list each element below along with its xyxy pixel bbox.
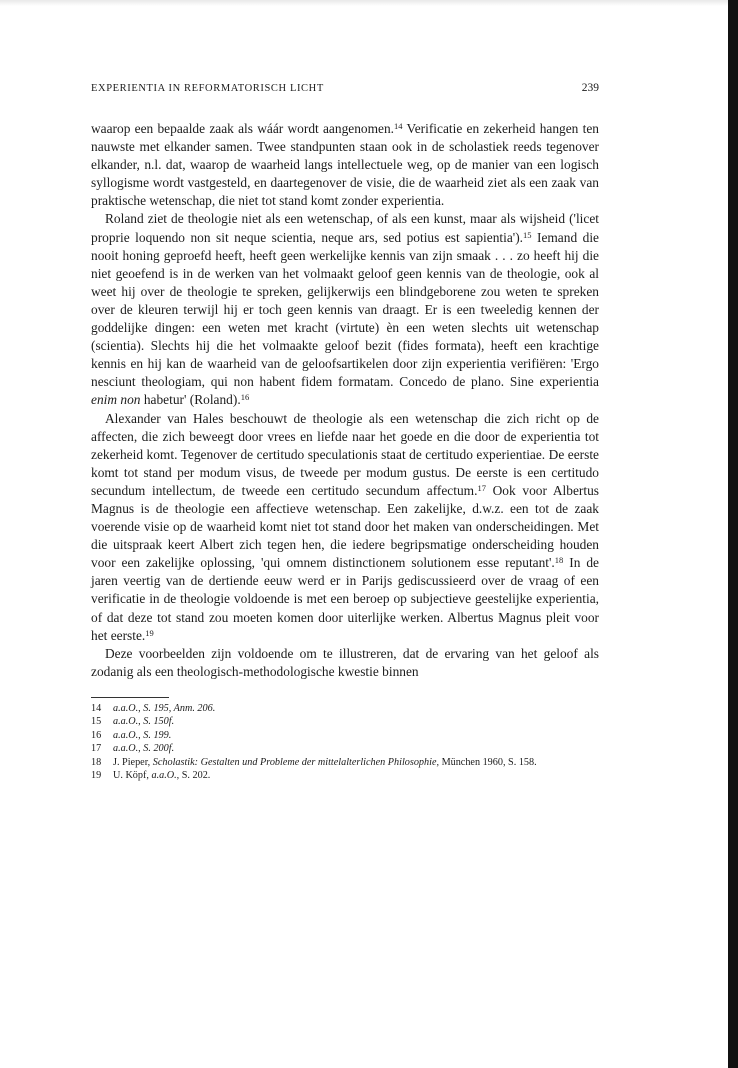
page [91,82,599,782]
paragraph-1: waarop een bepaalde zaak als wáár wordt aangenomen.$^{14}$ Verificatie en zekerheid hangen ten nauwste met elkander samen. Twee standpunten staan ook in de scholastiek reeds tegenover elkander, n.l. dat, waarop de waarheid langs intellectuele weg, op de manier van een logisch syllogisme wordt vastgesteld, en daartegenover de visie, die de waarheid ziet als een zaak van praktische wetenschap, die niet tot stand komt zonder experientia. [91,121,599,209]
footnote-ref-16[interactable]: 16 [240,392,250,403]
paragraph-2: Roland ziet de theologie niet als een wetenschap, of als een kunst, maar als wijsheid ('licet proprie loquendo non sit neque scientia, neque ars, sed potius est sapientia').$^{15}$ Iemand die nooit honing geproefd heeft, heeft geen werkelijke kennis van zijn smaak . . . zo heeft hij die niet geoefend is in de werken van het volmaakt geloof geen kennis van de theologie, ook al weet hij over de theologie te spreken, gelijkerwijs een blindgeborene zou weten te spreken over de kleuren terwijl hij er toch geen kennis van draagt. Er is een tweeledig kennen der goddelijke dingen: een weten met kracht (virtute) èn een weten slechts uit wetenschap (scientia). Slechts hij die het volmaakte geloof bezit (fides formata), heeft een krachtige kennis en hij kan de waarheid van de geloofsartikelen door zijn experientia verifiëren: 'Ergo nesciunt theologiam, qui non habent fidem formatam. Concedo de plano. Sine experientia enim non habetur' (Roland).$^{16}$ [91,211,599,408]
paragraph-4: Deze voorbeelden zijn voldoende om te illustreren, dat de ervaring van het geloof als zodanig als een theologisch-methodologische kwestie binnen [91,645,599,679]
footnote-15: 15 a.a.O., S. 150f. [91,716,175,728]
footnote-14: 14 a.a.O., S. 195, Anm. 206. [91,702,216,714]
footnote-ref-14[interactable]: 14 [394,121,403,131]
footnote-18: 18 J. Pieper, Scholastik: Gestalten und Probleme der mittelalterlichen Philosophie, München 1960, S. 158. [91,756,537,768]
footnote-ref-19[interactable]: 19 [145,627,154,638]
body-text [91,120,599,681]
footnote-rule [91,697,169,698]
scan-top-shade [0,0,738,6]
footnotes [91,702,599,782]
footnote-ref-17[interactable]: 17 [477,482,486,493]
footnote-ref-15[interactable]: 15 [523,229,532,240]
running-title: EXPERIENTIA IN REFORMATORISCH LICHT [91,83,324,94]
paragraph-3: Alexander van Hales beschouwt de theologie als een wetenschap die zich richt op de affecten, die zich beweegt door vrees en liefde naar het goede en die door de experientia tot zekerheid komt. Tegenover de certitudo speculationis staat de certitudo experientiae. De eerste komt tot stand per modum visus, de tweede per modum gustus. De eerste is een certitudo secundum intellectum, de tweede een certitudo secundum affectum.$^{17}$ Ook voor Albertus Magnus is de theologie een affectieve wetenschap. Een zakelijke, d.w.z. een tot de zaak voerende visie op de waarheid komt niet tot stand door het maken van onderscheidingen. Met die uitspraak keert Albert zich tegen hen, die iedere begripsmatige onderscheiding houden voor een zakelijke oplossing, 'qui omnem distinctionem solutionem esse reputant'.$^{18}$ In de jaren veertig van de dertiende eeuw werd er in Parijs gediscussieerd over de vraag of een verificatie in de theologie voldoende is met een beroep op subjectieve geestelijke experientia, of dat deze tot stand zou moeten komen door uiterlijke werken. Albertus Magnus pleit voor het eerste.$^{19}$ [91,410,599,643]
footnote-16: 16 a.a.O., S. 199. [91,729,172,741]
scan-right-edge [728,0,738,1068]
footnote-17: 17 a.a.O., S. 200f. [91,743,175,755]
page-number: 239 [581,82,599,94]
footnote-19: 19 U. Köpf, a.a.O., S. 202. [91,769,211,781]
footnote-ref-18[interactable]: 18 [554,555,564,566]
running-head [91,82,599,102]
